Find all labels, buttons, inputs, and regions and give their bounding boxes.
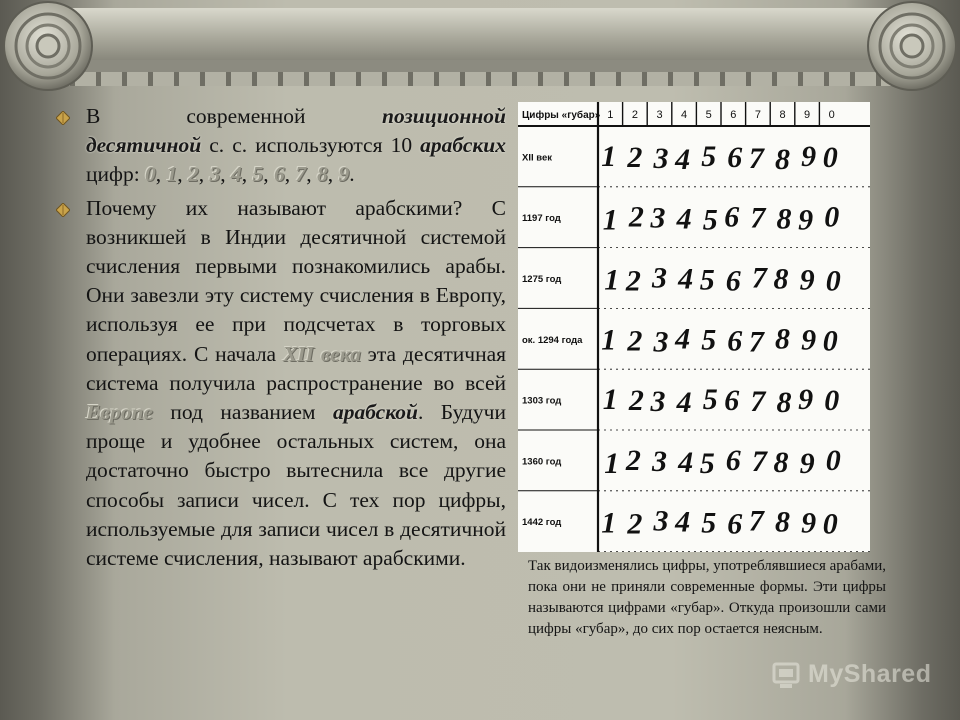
handwritten-numeral: 1 xyxy=(604,446,620,480)
watermark xyxy=(770,658,930,692)
digit-9: 9 xyxy=(338,162,350,187)
handwritten-numeral: 6 xyxy=(727,140,743,174)
handwritten-numeral: 7 xyxy=(750,201,766,235)
handwritten-numeral: 1 xyxy=(602,203,618,237)
handwritten-numeral: 4 xyxy=(675,142,691,176)
handwritten-numeral: 9 xyxy=(798,383,814,417)
handwritten-numeral: 1 xyxy=(601,139,617,173)
bullet-icon xyxy=(56,111,70,125)
text-fragment: с. с. используются 10 xyxy=(209,133,413,158)
column-header: 0 xyxy=(828,109,835,121)
handwritten-numeral: 5 xyxy=(699,446,715,480)
handwritten-numeral: 6 xyxy=(727,324,743,358)
handwritten-numeral: 2 xyxy=(627,140,643,174)
handwritten-numeral: 9 xyxy=(801,139,817,173)
bullet-positional-system: В современной позиционной десятичной с. с. используются 10 арабских цифр: 0, 1, 2, 3, 4, 5, 6, 7, 8, 9. xyxy=(56,102,506,190)
handwritten-numeral: 2 xyxy=(625,443,641,477)
left-volute-icon xyxy=(4,2,92,90)
column-capital-decoration xyxy=(0,0,960,92)
column-header: 9 xyxy=(804,109,811,121)
digit-7: 7 xyxy=(295,162,307,187)
handwritten-numeral: 8 xyxy=(775,322,790,356)
presentation-logo-icon xyxy=(770,658,804,692)
handwritten-numeral: 4 xyxy=(675,505,691,539)
digit-2: 2 xyxy=(188,162,199,187)
handwritten-numeral: 8 xyxy=(773,262,789,296)
handwritten-numeral: 1 xyxy=(602,383,618,417)
handwritten-numeral: 5 xyxy=(699,263,715,297)
handwritten-numeral: 9 xyxy=(799,263,815,297)
handwritten-numeral: 7 xyxy=(750,385,766,419)
handwritten-numeral: 5 xyxy=(702,203,718,237)
handwritten-numeral: 2 xyxy=(627,324,643,358)
handwritten-numeral: 7 xyxy=(748,141,764,175)
handwritten-numeral: 6 xyxy=(725,443,741,477)
handwritten-numeral: 5 xyxy=(701,506,717,540)
column-header: 5 xyxy=(705,109,712,121)
row-label: 1442 год xyxy=(522,517,562,529)
digit-5: 5 xyxy=(252,162,264,187)
highlight-arabic-name: арабской xyxy=(332,400,418,425)
handwritten-numeral: 4 xyxy=(678,262,694,296)
right-volute-icon xyxy=(868,2,956,90)
handwritten-numeral: 1 xyxy=(601,323,617,357)
column-header: 6 xyxy=(730,109,737,121)
paragraph-text: . Будучи проще и удобнее остальных систем, она достаточно быстро вытеснила все другие способы записи чисел. С тех пор цифры, используемые для записи чисел в десятичной системе счисления, называют арабскими. xyxy=(86,400,507,571)
text-fragment: цифр: xyxy=(86,162,140,187)
column-header: 1 xyxy=(607,109,614,121)
handwritten-numeral: 0 xyxy=(825,264,841,298)
column-header: 3 xyxy=(656,109,663,121)
text-fragment: . xyxy=(349,162,355,187)
handwritten-numeral: 5 xyxy=(701,323,717,357)
image-caption: Так видоизменялись цифры, употреблявшиеся арабами, пока они не приняли современные формы. Эти цифры называются цифрами «губар». Откуда произошли сами цифры «губар», до сих пор остается неясным. xyxy=(528,558,886,637)
handwritten-numeral: 7 xyxy=(751,444,767,478)
row-label: 1275 год xyxy=(522,274,562,285)
column-header: 4 xyxy=(681,109,688,121)
paragraph-text: под названием xyxy=(170,400,316,425)
handwritten-numeral: 9 xyxy=(799,446,815,480)
digit-1: 1 xyxy=(166,162,178,187)
row-label: ок. 1294 года xyxy=(522,334,583,346)
column-header: 2 xyxy=(631,109,638,121)
handwritten-numeral: 0 xyxy=(822,140,838,174)
digit-3: 3 xyxy=(209,162,221,187)
text-fragment: современной xyxy=(186,104,306,128)
handwritten-numeral: 7 xyxy=(748,325,764,359)
handwritten-numeral: 5 xyxy=(702,383,718,417)
handwritten-numeral: 0 xyxy=(824,384,840,418)
handwritten-numeral: 4 xyxy=(676,386,692,420)
paragraph-text: Почему их называют арабскими? С возникшей в Индии десятичной системой счисления первыми познакомились арабы. Они завезли эту систему счисления в Европу, используя ее при подсчетах в торговых операциях. С начала xyxy=(86,195,506,366)
digit-6: 6 xyxy=(274,162,285,187)
handwritten-numeral: 8 xyxy=(776,386,792,420)
handwritten-numeral: 5 xyxy=(701,139,717,173)
bullet-icon xyxy=(56,203,70,217)
handwritten-numeral: 9 xyxy=(798,203,814,237)
handwritten-numeral: 9 xyxy=(801,323,817,357)
row-label: XII век xyxy=(522,152,553,164)
handwritten-numeral: 4 xyxy=(676,202,692,236)
paragraph-text: эта десятичная система получила распространение во всей xyxy=(86,341,507,395)
handwritten-numeral: 4 xyxy=(678,445,694,479)
handwritten-numeral: 4 xyxy=(675,322,691,356)
highlight-europe: Европе xyxy=(86,400,153,425)
handwritten-numeral: 3 xyxy=(650,201,666,235)
row-label: 1303 год xyxy=(522,395,562,407)
handwritten-numeral: 0 xyxy=(822,507,838,541)
handwritten-numeral: 3 xyxy=(652,261,667,295)
handwritten-numeral: 1 xyxy=(601,506,617,540)
handwritten-numeral: 8 xyxy=(775,142,790,176)
handwritten-numeral: 2 xyxy=(625,264,641,298)
digit-4: 4 xyxy=(231,162,242,187)
handwritten-numeral: 6 xyxy=(727,507,743,541)
gubar-numerals-table xyxy=(518,102,870,552)
handwritten-numeral: 6 xyxy=(724,384,740,418)
handwritten-numeral: 3 xyxy=(650,385,666,419)
handwritten-numeral: 9 xyxy=(801,506,817,540)
watermark-text: MyShared xyxy=(808,660,932,688)
handwritten-numeral: 6 xyxy=(725,264,741,298)
handwritten-numeral: 2 xyxy=(627,507,643,541)
handwritten-numeral: 6 xyxy=(724,200,740,234)
handwritten-numeral: 0 xyxy=(822,324,838,358)
handwritten-numeral: 3 xyxy=(652,444,667,478)
row-label: 1197 год xyxy=(522,213,561,225)
column-header: 7 xyxy=(754,109,761,121)
bullet-why-arabic xyxy=(56,194,506,574)
digit-8: 8 xyxy=(317,162,328,187)
handwritten-numeral: 1 xyxy=(604,263,620,297)
handwritten-numeral: 8 xyxy=(773,445,789,479)
handwritten-numeral: 3 xyxy=(653,504,669,538)
handwritten-numeral: 0 xyxy=(825,443,841,477)
handwritten-numeral: 8 xyxy=(776,202,792,236)
handwritten-numeral: 7 xyxy=(748,504,764,538)
handwritten-numeral: 3 xyxy=(653,325,669,359)
handwritten-numeral: 2 xyxy=(628,384,644,418)
handwritten-numeral: 3 xyxy=(653,141,669,175)
column-header: 8 xyxy=(779,109,786,121)
digit-0: 0 xyxy=(145,162,156,187)
highlight-positional: позиционной xyxy=(382,104,507,128)
handwritten-numeral: 8 xyxy=(775,505,790,539)
highlight-arabic: арабских xyxy=(420,133,507,158)
text-fragment: В xyxy=(86,104,101,128)
handwritten-numeral: 0 xyxy=(824,200,840,234)
handwritten-numeral: 2 xyxy=(628,200,644,234)
highlight-decimal: десятичной xyxy=(86,133,202,158)
row-label: 1360 год xyxy=(522,456,562,468)
highlight-century: XII века xyxy=(282,341,361,366)
text-column xyxy=(56,102,506,573)
header-label: Цифры «губар» xyxy=(522,110,601,121)
handwritten-numeral: 7 xyxy=(751,261,767,295)
